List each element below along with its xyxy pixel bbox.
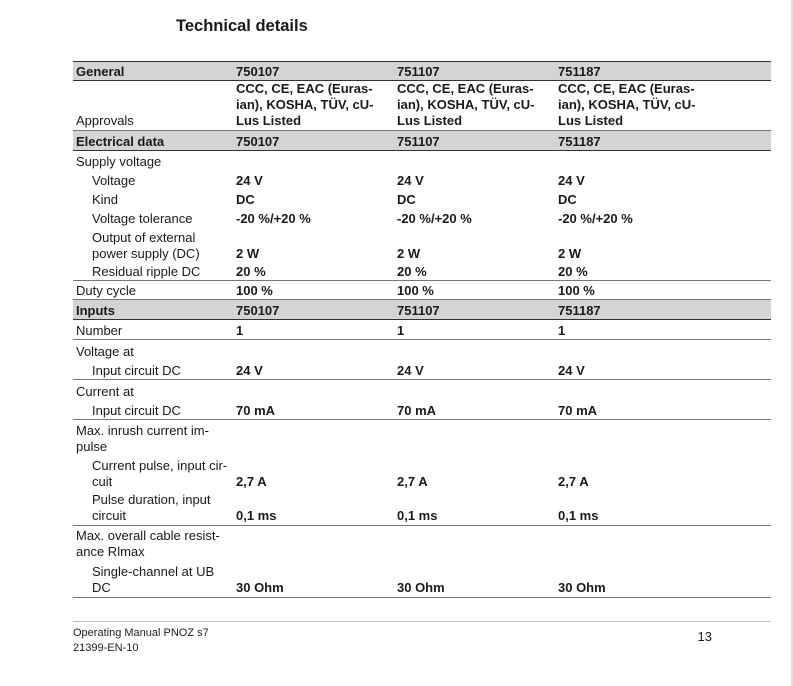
kind-value: DC bbox=[558, 192, 577, 207]
col-751187: 751187 bbox=[558, 64, 601, 79]
technical-details-table bbox=[73, 61, 771, 598]
voltage-value: 24 V bbox=[236, 173, 263, 188]
voltage-tolerance-label: Voltage tolerance bbox=[92, 211, 193, 226]
general-label: General bbox=[76, 64, 125, 79]
col-751107: 751107 bbox=[397, 134, 440, 149]
col-751107: 751107 bbox=[397, 64, 440, 79]
input-current-value: 70 mA bbox=[397, 403, 437, 418]
duty-cycle-label: Duty cycle bbox=[76, 283, 136, 298]
supply-voltage-row bbox=[73, 151, 771, 170]
supply-voltage-label: Supply voltage bbox=[76, 154, 162, 169]
general-header-row bbox=[73, 62, 771, 81]
single-channel-value: 30 Ohm bbox=[558, 580, 606, 595]
inputs-label: Inputs bbox=[76, 303, 115, 318]
col-751107: 751107 bbox=[397, 303, 440, 318]
inrush-label: Max. inrush current im- pulse bbox=[76, 423, 209, 454]
pulse-duration-row bbox=[73, 490, 771, 526]
number-value: 1 bbox=[558, 323, 566, 338]
col-751187: 751187 bbox=[558, 303, 601, 318]
current-pulse-value: 2,7 A bbox=[397, 474, 428, 489]
residual-ripple-value: 20 % bbox=[236, 264, 266, 279]
input-voltage-value: 24 V bbox=[236, 363, 263, 378]
page-number: 13 bbox=[697, 629, 712, 644]
pulse-duration-value: 0,1 ms bbox=[236, 508, 277, 523]
output-external-row bbox=[73, 227, 771, 262]
duty-cycle-value: 100 % bbox=[236, 283, 273, 298]
approvals-750107: CCC, CE, EAC (Euras- ian), KOSHA, TÜV, cU- Lus Listed bbox=[236, 81, 374, 128]
residual-ripple-value: 20 % bbox=[397, 264, 427, 279]
footer-divider bbox=[73, 621, 771, 622]
pulse-duration-label: Pulse duration, input circuit bbox=[92, 492, 211, 523]
residual-ripple-value: 20 % bbox=[558, 264, 588, 279]
inrush-row bbox=[73, 420, 771, 455]
voltage-at-row bbox=[73, 340, 771, 360]
output-external-label: Output of external power supply (DC) bbox=[92, 230, 200, 261]
voltage-value: 24 V bbox=[558, 173, 585, 188]
col-750107: 750107 bbox=[236, 134, 280, 149]
residual-ripple-label: Residual ripple DC bbox=[92, 264, 201, 279]
output-external-value: 2 W bbox=[558, 246, 582, 261]
pulse-duration-value: 0,1 ms bbox=[397, 508, 438, 523]
footer-doc-id: 21399-EN-10 bbox=[73, 642, 139, 654]
approvals-751187: CCC, CE, EAC (Euras- ian), KOSHA, TÜV, cU- Lus Listed bbox=[558, 81, 696, 128]
single-channel-value: 30 Ohm bbox=[397, 580, 445, 595]
approvals-row bbox=[73, 81, 771, 131]
output-external-value: 2 W bbox=[236, 246, 260, 261]
col-750107: 750107 bbox=[236, 303, 280, 318]
voltage-tolerance-row bbox=[73, 208, 771, 227]
approvals-751107: CCC, CE, EAC (Euras- ian), KOSHA, TÜV, cU- Lus Listed bbox=[397, 81, 535, 128]
approvals-label: Approvals bbox=[76, 113, 134, 128]
number-value: 1 bbox=[236, 323, 244, 338]
input-current-value: 70 mA bbox=[236, 403, 276, 418]
input-circuit-dc-label: Input circuit DC bbox=[92, 363, 181, 378]
col-750107: 750107 bbox=[236, 64, 280, 79]
input-circuit-dc-label: Input circuit DC bbox=[92, 403, 181, 418]
current-pulse-value: 2,7 A bbox=[236, 474, 267, 489]
voltage-tolerance-value: -20 %/+20 % bbox=[397, 211, 472, 226]
col-751187: 751187 bbox=[558, 134, 601, 149]
duty-cycle-value: 100 % bbox=[558, 283, 595, 298]
voltage-tolerance-value: -20 %/+20 % bbox=[236, 211, 311, 226]
input-circuit-dc-voltage-row bbox=[73, 360, 771, 380]
duty-cycle-value: 100 % bbox=[397, 283, 434, 298]
kind-label: Kind bbox=[92, 192, 119, 207]
single-channel-value: 30 Ohm bbox=[236, 580, 284, 595]
voltage-tolerance-value: -20 %/+20 % bbox=[558, 211, 633, 226]
page-title: Technical details bbox=[176, 17, 308, 35]
input-voltage-value: 24 V bbox=[558, 363, 585, 378]
number-value: 1 bbox=[397, 323, 405, 338]
number-label: Number bbox=[76, 323, 123, 338]
input-circuit-dc-current-row bbox=[73, 400, 771, 420]
kind-value: DC bbox=[236, 192, 255, 207]
cable-resistance-label: Max. overall cable resist- ance Rlmax bbox=[76, 528, 220, 559]
inputs-header-row bbox=[73, 300, 771, 320]
voltage-value: 24 V bbox=[397, 173, 424, 188]
input-voltage-value: 24 V bbox=[397, 363, 424, 378]
input-current-value: 70 mA bbox=[558, 403, 598, 418]
duty-cycle-row bbox=[73, 281, 771, 300]
voltage-at-label: Voltage at bbox=[76, 344, 134, 359]
current-pulse-label: Current pulse, input cir- cuit bbox=[92, 458, 228, 489]
single-channel-row bbox=[73, 560, 771, 598]
voltage-row bbox=[73, 170, 771, 189]
electrical-header-row bbox=[73, 131, 771, 151]
residual-ripple-row bbox=[73, 262, 771, 281]
kind-value: DC bbox=[397, 192, 416, 207]
current-pulse-value: 2,7 A bbox=[558, 474, 589, 489]
current-at-row bbox=[73, 380, 771, 400]
number-row bbox=[73, 320, 771, 340]
single-channel-label: Single-channel at UB DC bbox=[92, 564, 215, 595]
current-at-label: Current at bbox=[76, 384, 134, 399]
footer-manual-title: Operating Manual PNOZ s7 bbox=[73, 627, 209, 639]
kind-row bbox=[73, 189, 771, 208]
electrical-label: Electrical data bbox=[76, 134, 165, 149]
cable-resistance-row bbox=[73, 526, 771, 560]
pulse-duration-value: 0,1 ms bbox=[558, 508, 599, 523]
voltage-label: Voltage bbox=[92, 173, 136, 188]
current-pulse-row bbox=[73, 455, 771, 490]
output-external-value: 2 W bbox=[397, 246, 421, 261]
